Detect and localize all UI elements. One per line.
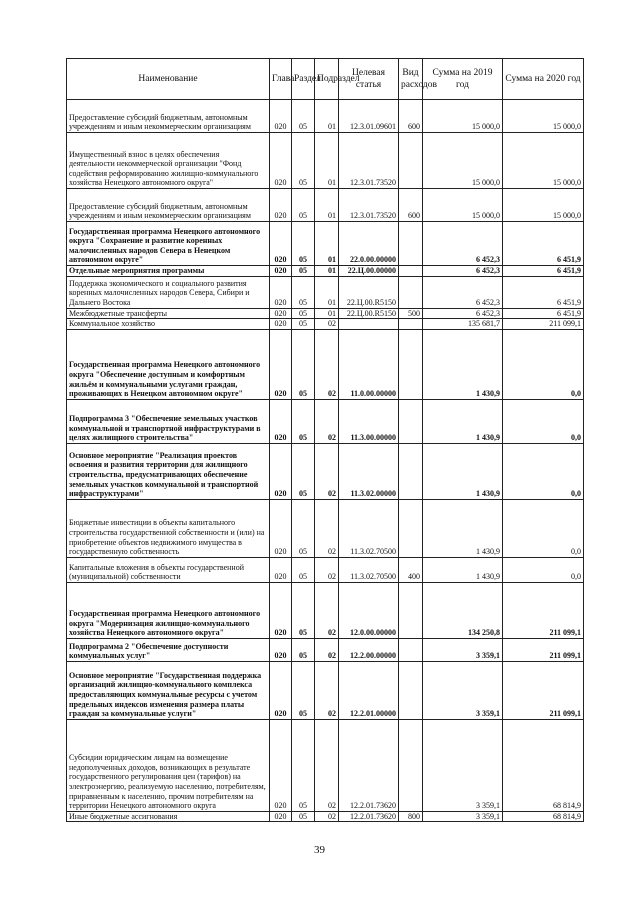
row-podrazdel-cell: 01 bbox=[315, 100, 339, 133]
row-sum-2020-cell: 15 000,0 bbox=[503, 133, 584, 189]
table-row bbox=[67, 582, 584, 638]
row-expense-type-cell bbox=[399, 719, 423, 811]
row-target-article-cell: 12.0.00.00000 bbox=[339, 582, 399, 638]
row-podrazdel-cell: 01 bbox=[315, 133, 339, 189]
table-row bbox=[67, 557, 584, 582]
row-razdel-cell: 05 bbox=[292, 719, 315, 811]
row-razdel-cell: 05 bbox=[292, 661, 315, 719]
row-glava-cell: 020 bbox=[270, 499, 292, 557]
row-glava-cell: 020 bbox=[270, 266, 292, 277]
row-expense-type-cell bbox=[399, 499, 423, 557]
table-row bbox=[67, 133, 584, 189]
row-sum-2019-cell: 3 359,1 bbox=[423, 661, 503, 719]
row-expense-type-cell: 400 bbox=[399, 557, 423, 582]
row-target-article-cell: 12.3.01.09601 bbox=[339, 100, 399, 133]
table-row bbox=[67, 266, 584, 277]
row-podrazdel-cell: 02 bbox=[315, 499, 339, 557]
row-podrazdel-cell: 02 bbox=[315, 638, 339, 661]
row-podrazdel-cell: 02 bbox=[315, 582, 339, 638]
table-row bbox=[67, 719, 584, 811]
table-header-row bbox=[67, 59, 584, 100]
row-podrazdel-cell: 02 bbox=[315, 399, 339, 443]
row-target-article-cell: 22.0.00.00000 bbox=[339, 222, 399, 266]
row-sum-2020-cell: 211 099,1 bbox=[503, 661, 584, 719]
row-sum-2020-cell: 211 099,1 bbox=[503, 319, 584, 330]
header-podrazdel: Подраздел bbox=[315, 59, 339, 100]
row-expense-type-cell: 600 bbox=[399, 189, 423, 222]
row-name-cell: Капитальные вложения в объекты государственной (муниципальной) собственности bbox=[67, 557, 270, 582]
row-glava-cell: 020 bbox=[270, 719, 292, 811]
row-podrazdel-cell: 02 bbox=[315, 557, 339, 582]
row-name-cell: Межбюджетные трансферты bbox=[67, 308, 270, 319]
row-sum-2020-cell: 6 451,9 bbox=[503, 308, 584, 319]
row-expense-type-cell bbox=[399, 276, 423, 308]
row-target-article-cell: 22.Ц.00.R5150 bbox=[339, 308, 399, 319]
row-glava-cell: 020 bbox=[270, 443, 292, 499]
header-expense-type: Вид расходов bbox=[399, 59, 423, 100]
row-glava-cell: 020 bbox=[270, 329, 292, 399]
row-sum-2020-cell: 0,0 bbox=[503, 329, 584, 399]
row-sum-2020-cell: 0,0 bbox=[503, 443, 584, 499]
row-sum-2020-cell: 68 814,9 bbox=[503, 719, 584, 811]
row-name-cell: Бюджетные инвестиции в объекты капитального строительства государственной собственности и (или) на приобретение объектов недвижимого имущества в государственную собственность bbox=[67, 499, 270, 557]
row-name-cell: Основное мероприятие "Государственная поддержка организаций жилищно-коммунального комплекса предоставляющих коммунальные ресурсы с учетом предельных индексов изменения размера платы граждан за коммунальные услуги" bbox=[67, 661, 270, 719]
row-sum-2019-cell: 134 250,8 bbox=[423, 582, 503, 638]
header-target-article: Целевая статья bbox=[339, 59, 399, 100]
row-sum-2019-cell: 1 430,9 bbox=[423, 499, 503, 557]
row-name-cell: Основное мероприятие "Реализация проектов освоения и развития территории для жилищного строительства, предусматривающих обеспечение земельных участков коммунальной и транспортной инфраструктурами" bbox=[67, 443, 270, 499]
table-row bbox=[67, 443, 584, 499]
row-expense-type-cell: 600 bbox=[399, 100, 423, 133]
row-podrazdel-cell: 02 bbox=[315, 661, 339, 719]
row-expense-type-cell bbox=[399, 638, 423, 661]
row-expense-type-cell bbox=[399, 329, 423, 399]
row-glava-cell: 020 bbox=[270, 100, 292, 133]
row-sum-2020-cell: 6 451,9 bbox=[503, 266, 584, 277]
row-podrazdel-cell: 01 bbox=[315, 308, 339, 319]
row-sum-2019-cell: 6 452,3 bbox=[423, 266, 503, 277]
row-sum-2020-cell: 15 000,0 bbox=[503, 100, 584, 133]
row-name-cell: Государственная программа Ненецкого автономного округа "Обеспечение доступным и комфортным жильём и коммунальными услугами граждан, проживающих в Ненецком автономном округе" bbox=[67, 329, 270, 399]
row-sum-2020-cell: 15 000,0 bbox=[503, 189, 584, 222]
row-sum-2020-cell: 0,0 bbox=[503, 557, 584, 582]
row-target-article-cell: 12.2.01.73620 bbox=[339, 719, 399, 811]
row-target-article-cell: 12.2.00.00000 bbox=[339, 638, 399, 661]
row-name-cell: Государственная программа Ненецкого автономного округа "Модернизация жилищно-коммунального хозяйства Ненецкого автономного округа" bbox=[67, 582, 270, 638]
table-row bbox=[67, 499, 584, 557]
table-row bbox=[67, 319, 584, 330]
row-name-cell: Отдельные мероприятия программы bbox=[67, 266, 270, 277]
row-name-cell: Подпрограмма 3 "Обеспечение земельных участков коммунальной и транспортной инфраструктурами в целях жилищного строительства" bbox=[67, 399, 270, 443]
row-target-article-cell: 12.2.01.73620 bbox=[339, 811, 399, 822]
row-sum-2019-cell: 135 681,7 bbox=[423, 319, 503, 330]
row-razdel-cell: 05 bbox=[292, 133, 315, 189]
row-target-article-cell: 22.Ц.00.R5150 bbox=[339, 276, 399, 308]
row-razdel-cell: 05 bbox=[292, 319, 315, 330]
header-name: Наименование bbox=[67, 59, 270, 100]
row-name-cell: Предоставление субсидий бюджетным, автономным учреждениям и иным некоммерческим организациям bbox=[67, 100, 270, 133]
row-sum-2019-cell: 15 000,0 bbox=[423, 100, 503, 133]
header-sum-2020: Сумма на 2020 год bbox=[503, 59, 584, 100]
row-expense-type-cell: 800 bbox=[399, 811, 423, 822]
row-sum-2020-cell: 211 099,1 bbox=[503, 638, 584, 661]
table-row bbox=[67, 308, 584, 319]
header-glava: Глава bbox=[270, 59, 292, 100]
row-sum-2020-cell: 0,0 bbox=[503, 399, 584, 443]
row-name-cell: Имущественный взнос в целях обеспечения деятельности некоммерческой организации "Фонд содействия реформированию жилищно-коммунального хозяйства Ненецкого автономного округа" bbox=[67, 133, 270, 189]
row-target-article-cell: 11.3.00.00000 bbox=[339, 399, 399, 443]
row-razdel-cell: 05 bbox=[292, 308, 315, 319]
table-row bbox=[67, 661, 584, 719]
table-body bbox=[67, 100, 584, 822]
table-row bbox=[67, 189, 584, 222]
row-podrazdel-cell: 02 bbox=[315, 811, 339, 822]
row-sum-2019-cell: 6 452,3 bbox=[423, 276, 503, 308]
row-podrazdel-cell: 01 bbox=[315, 276, 339, 308]
row-target-article-cell bbox=[339, 319, 399, 330]
row-sum-2019-cell: 3 359,1 bbox=[423, 638, 503, 661]
row-name-cell: Коммунальное хозяйство bbox=[67, 319, 270, 330]
row-glava-cell: 020 bbox=[270, 638, 292, 661]
row-target-article-cell: 22.Ц.00.00000 bbox=[339, 266, 399, 277]
row-expense-type-cell bbox=[399, 443, 423, 499]
row-glava-cell: 020 bbox=[270, 276, 292, 308]
budget-table bbox=[66, 58, 584, 822]
row-sum-2020-cell: 6 451,9 bbox=[503, 276, 584, 308]
row-expense-type-cell bbox=[399, 266, 423, 277]
row-razdel-cell: 05 bbox=[292, 811, 315, 822]
row-sum-2020-cell: 0,0 bbox=[503, 499, 584, 557]
row-glava-cell: 020 bbox=[270, 661, 292, 719]
row-sum-2019-cell: 6 452,3 bbox=[423, 308, 503, 319]
row-name-cell: Субсидии юридическим лицам на возмещение недополученных доходов, возникающих в результате государственного регулирования цен (тарифов) на электроэнергию, реализуемую населению, потребителям, приравненным к населению, прочим потребителям на территории Ненецкого автономного округа bbox=[67, 719, 270, 811]
row-glava-cell: 020 bbox=[270, 399, 292, 443]
row-sum-2019-cell: 15 000,0 bbox=[423, 133, 503, 189]
row-sum-2020-cell: 68 814,9 bbox=[503, 811, 584, 822]
row-podrazdel-cell: 02 bbox=[315, 719, 339, 811]
row-razdel-cell: 05 bbox=[292, 443, 315, 499]
row-podrazdel-cell: 02 bbox=[315, 329, 339, 399]
table-row bbox=[67, 222, 584, 266]
budget-table-page bbox=[66, 58, 583, 822]
row-expense-type-cell bbox=[399, 222, 423, 266]
row-glava-cell: 020 bbox=[270, 319, 292, 330]
row-glava-cell: 020 bbox=[270, 557, 292, 582]
row-glava-cell: 020 bbox=[270, 811, 292, 822]
row-name-cell: Подпрограмма 2 "Обеспечение доступности коммунальных услуг" bbox=[67, 638, 270, 661]
row-razdel-cell: 05 bbox=[292, 399, 315, 443]
row-sum-2019-cell: 3 359,1 bbox=[423, 811, 503, 822]
row-name-cell: Поддержка экономического и социального развития коренных малочисленных народов Севера, Сибири и Дальнего Востока bbox=[67, 276, 270, 308]
header-razdel: Раздел bbox=[292, 59, 315, 100]
row-podrazdel-cell: 02 bbox=[315, 443, 339, 499]
row-razdel-cell: 05 bbox=[292, 557, 315, 582]
row-podrazdel-cell: 01 bbox=[315, 189, 339, 222]
row-sum-2019-cell: 1 430,9 bbox=[423, 399, 503, 443]
row-razdel-cell: 05 bbox=[292, 100, 315, 133]
row-target-article-cell: 12.3.01.73520 bbox=[339, 133, 399, 189]
row-razdel-cell: 05 bbox=[292, 266, 315, 277]
row-podrazdel-cell: 01 bbox=[315, 266, 339, 277]
row-expense-type-cell bbox=[399, 319, 423, 330]
table-row bbox=[67, 100, 584, 133]
row-target-article-cell: 11.3.02.70500 bbox=[339, 499, 399, 557]
row-sum-2019-cell: 1 430,9 bbox=[423, 329, 503, 399]
row-sum-2019-cell: 3 359,1 bbox=[423, 719, 503, 811]
row-sum-2019-cell: 6 452,3 bbox=[423, 222, 503, 266]
row-razdel-cell: 05 bbox=[292, 222, 315, 266]
row-razdel-cell: 05 bbox=[292, 499, 315, 557]
row-name-cell: Иные бюджетные ассигнования bbox=[67, 811, 270, 822]
row-name-cell: Государственная программа Ненецкого автономного округа "Сохранение и развитие коренных малочисленных народов Севера в Ненецком автономном округе" bbox=[67, 222, 270, 266]
row-glava-cell: 020 bbox=[270, 133, 292, 189]
row-razdel-cell: 05 bbox=[292, 638, 315, 661]
table-row bbox=[67, 399, 584, 443]
row-razdel-cell: 05 bbox=[292, 329, 315, 399]
row-sum-2019-cell: 1 430,9 bbox=[423, 443, 503, 499]
row-expense-type-cell bbox=[399, 133, 423, 189]
row-expense-type-cell bbox=[399, 399, 423, 443]
row-glava-cell: 020 bbox=[270, 308, 292, 319]
row-expense-type-cell bbox=[399, 661, 423, 719]
header-sum-2019: Сумма на 2019 год bbox=[423, 59, 503, 100]
row-target-article-cell: 11.3.02.70500 bbox=[339, 557, 399, 582]
row-razdel-cell: 05 bbox=[292, 276, 315, 308]
table-row bbox=[67, 811, 584, 822]
row-razdel-cell: 05 bbox=[292, 582, 315, 638]
row-name-cell: Предоставление субсидий бюджетным, автономным учреждениям и иным некоммерческим организациям bbox=[67, 189, 270, 222]
row-expense-type-cell bbox=[399, 582, 423, 638]
row-glava-cell: 020 bbox=[270, 582, 292, 638]
row-podrazdel-cell: 02 bbox=[315, 319, 339, 330]
table-row bbox=[67, 276, 584, 308]
row-glava-cell: 020 bbox=[270, 222, 292, 266]
row-target-article-cell: 11.3.02.00000 bbox=[339, 443, 399, 499]
row-razdel-cell: 05 bbox=[292, 189, 315, 222]
row-target-article-cell: 12.2.01.00000 bbox=[339, 661, 399, 719]
row-sum-2019-cell: 1 430,9 bbox=[423, 557, 503, 582]
row-sum-2019-cell: 15 000,0 bbox=[423, 189, 503, 222]
row-sum-2020-cell: 211 099,1 bbox=[503, 582, 584, 638]
row-target-article-cell: 12.3.01.73520 bbox=[339, 189, 399, 222]
table-row bbox=[67, 329, 584, 399]
row-glava-cell: 020 bbox=[270, 189, 292, 222]
row-podrazdel-cell: 01 bbox=[315, 222, 339, 266]
table-row bbox=[67, 638, 584, 661]
page-number: 39 bbox=[314, 844, 325, 856]
row-sum-2020-cell: 6 451,9 bbox=[503, 222, 584, 266]
row-target-article-cell: 11.0.00.00000 bbox=[339, 329, 399, 399]
row-expense-type-cell: 500 bbox=[399, 308, 423, 319]
